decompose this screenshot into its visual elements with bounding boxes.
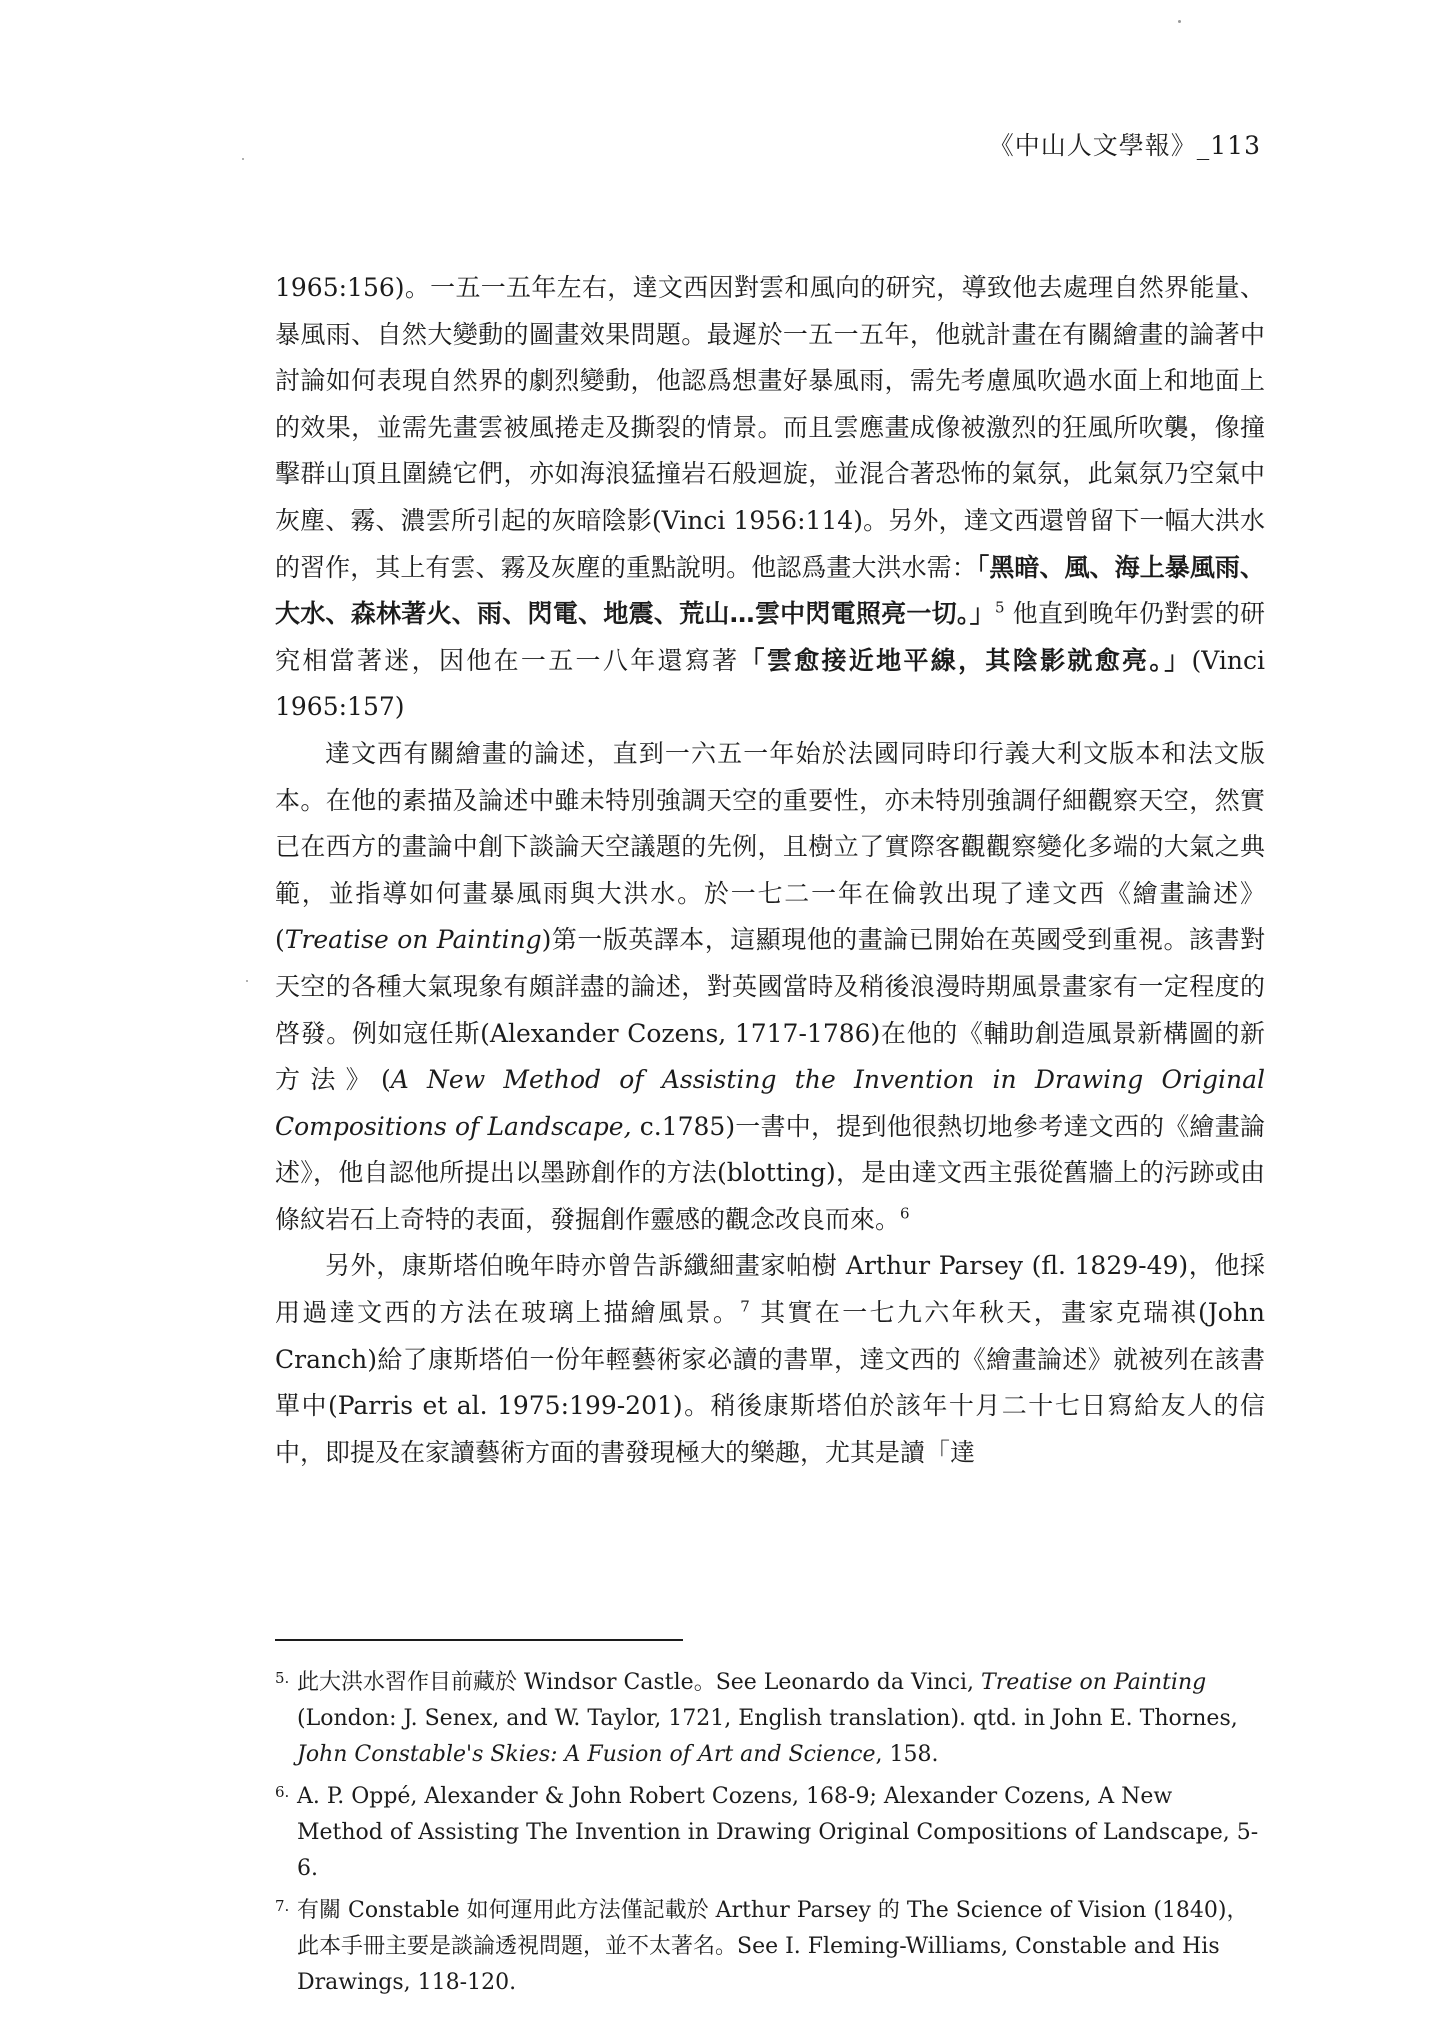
paragraph-1-text-b: 他直到晚年仍對雲的研究相當著迷，因他在一五一八年還寫著 xyxy=(275,599,1265,675)
cloud-quote: 「雲愈接近地平線，其陰影就愈亮。」 xyxy=(739,645,1192,675)
scan-speck xyxy=(246,980,248,982)
footnote-5-title-1: Treatise on Painting xyxy=(981,1670,1207,1695)
footnote-text xyxy=(297,1665,1265,1773)
footnote-text: 有關 Constable 如何運用此方法僅記載於 Arthur Parsey 的 The Science of Vision (1840)，此本手冊主要是談論透視問題，並不太著名。See I. Fleming-Williams, Constable and His Drawings, 118-120. xyxy=(297,1898,1249,1995)
flood-quote: 「黑暗、風、海上暴風雨、大水、森林著火、雨、閃電、地震、荒山…雲中閃電照亮一切。」 xyxy=(275,552,1265,629)
paragraph-1 xyxy=(275,265,1265,731)
footnote-5-text-c: , 158. xyxy=(875,1742,939,1767)
footnote-number: 5. xyxy=(275,1669,290,1687)
running-header xyxy=(989,126,1261,162)
page-number: _113 xyxy=(1196,131,1261,160)
footnote-5 xyxy=(275,1665,1265,1773)
paragraph-3-text-b: 其實在一七九六年秋天，畫家克瑞祺(John Cranch)給了康斯塔伯一份年輕藝術家必讀的書單，達文西的《繪畫論述》就被列在該書單中(Parris et al. 1975:199-201)。稍後康斯塔伯於該年十月二十七日寫給友人的信中，即提及在家讀藝術方面的書發現極大的樂趣，尤其是讀「達 xyxy=(275,1298,1265,1467)
journal-title: 《中山人文學報》 xyxy=(988,131,1197,160)
footnote-5-title-2: John Constable's Skies: A Fusion of Art and Science xyxy=(297,1742,876,1767)
paragraph-1-citation: (Vinci 1965:157) xyxy=(275,645,1265,722)
paragraph-2 xyxy=(275,731,1265,1244)
footnote-number: 7. xyxy=(275,1897,290,1915)
footnote-ref-6[interactable]: 6 xyxy=(900,1204,910,1223)
paragraph-3 xyxy=(275,1243,1265,1476)
paragraph-2-text-c: c.1785)一書中，提到他很熱切地參考達文西的《繪畫論述》，他自認他所提出以墨跡創作的方法(blotting)，是由達文西主張從舊牆上的污跡或由條紋岩石上奇特的表面，發掘創作靈感的觀念改良而來。 xyxy=(275,1111,1265,1234)
footnote-ref-5[interactable]: 5 xyxy=(994,598,1005,617)
main-text xyxy=(275,265,1265,1476)
scan-speck xyxy=(242,158,244,160)
footnote-number: 6. xyxy=(275,1783,290,1801)
paragraph-2-text: 達文西有關繪畫的論述，直到一六五一年始於法國同時印行義大利文版本和法文版本。在他的素描及論述中雖未特別強調天空的重要性，亦未特別強調仔細觀察天空，然實已在西方的畫論中創下談論天空議題的先例，且樹立了實際客觀觀察變化多端的大氣之典範，並指導如何畫暴風雨與大洪水。於一七二一年在倫敦出現了達文西《繪畫論述》( xyxy=(275,738,1265,955)
footnotes xyxy=(275,1665,1265,2007)
footnote-separator xyxy=(275,1639,683,1641)
paragraph-3-text: 另外，康斯塔伯晚年時亦曾告訴纖細畫家帕樹 Arthur Parsey (fl. 1829-49)，他採用過達文西的方法在玻璃上描繪風景。 xyxy=(275,1251,1265,1328)
footnote-5-text-b: (London: J. Senex, and W. Taylor, 1721, English translation). qtd. in John E. Thornes, xyxy=(297,1706,1238,1731)
paragraph-2-text-b: )第一版英譯本，這顯現他的畫論已開始在英國受到重視。該書對天空的各種大氣現象有頗詳盡的論述，對英國當時及稍後浪漫時期風景畫家有一定程度的啓發。例如寇任斯(Alexander Cozens, 1717-1786)在他的《輔助創造風景新構圖的新方法》( xyxy=(275,925,1265,1095)
footnote-6 xyxy=(275,1779,1265,1887)
footnote-ref-7[interactable]: 7 xyxy=(740,1297,750,1316)
footnote-5-text-a: 此大洪水習作目前藏於 Windsor Castle。See Leonardo da Vinci, xyxy=(297,1670,982,1695)
treatise-title: Treatise on Painting xyxy=(284,925,542,955)
paragraph-1-text: 1965:156)。一五一五年左右，達文西因對雲和風向的研究，導致他去處理自然界能量、暴風雨、自然大變動的圖畫效果問題。最遲於一五一五年，他就計畫在有關繪畫的論著中討論如何表現自然界的劇烈變動，他認爲想畫好暴風雨，需先考慮風吹過水面上和地面上的效果，並需先畫雲被風捲走及撕裂的情景。而且雲應畫成像被激烈的狂風所吹襲，像撞擊群山頂且圍繞它們，亦如海浪猛撞岩石般迴旋，並混合著恐怖的氣氛，此氣氛乃空氣中灰塵、霧、濃雲所引起的灰暗陰影(Vinci 1956:114)。另外，達文西還曾留下一幅大洪水的習作，其上有雲、霧及灰塵的重點說明。他認爲畫大洪水需： xyxy=(275,273,1265,582)
scan-speck xyxy=(1178,20,1181,23)
new-method-title: A New Method of Assisting the Invention in Drawing Original Compositions of Landscape, xyxy=(275,1065,1265,1141)
footnote-7 xyxy=(275,1893,1265,2001)
footnote-text: A. P. Oppé, Alexander & John Robert Cozens, 168-9; Alexander Cozens, A New Method of Assisting The Invention in Drawing Original Compositions of Landscape, 5-6. xyxy=(297,1784,1259,1881)
